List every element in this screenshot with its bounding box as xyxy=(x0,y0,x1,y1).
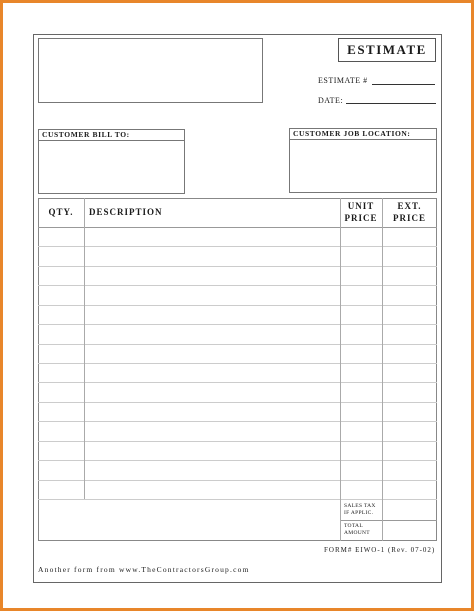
header-unit-price-line1: UNIT xyxy=(347,201,375,211)
total-amount-label-line2: AMOUNT xyxy=(344,530,370,536)
total-amount-label-line1: TOTAL xyxy=(344,523,363,529)
job-location-label: CUSTOMER JOB LOCATION: xyxy=(289,128,437,140)
bill-to-field[interactable] xyxy=(38,140,185,194)
header-divider xyxy=(38,227,437,228)
row-divider xyxy=(38,305,437,306)
row-divider xyxy=(38,266,437,267)
row-divider xyxy=(38,324,437,325)
row-divider xyxy=(38,421,437,422)
header-qty: QTY. xyxy=(48,207,74,217)
row-divider xyxy=(38,246,437,247)
column-divider-qty xyxy=(84,198,85,499)
company-logo-box[interactable] xyxy=(38,38,263,103)
estimate-number-label: ESTIMATE # xyxy=(318,76,368,85)
column-divider-description xyxy=(340,198,341,541)
totals-divider xyxy=(340,520,437,521)
sales-tax-label-line1: SALES TAX xyxy=(344,503,376,509)
row-divider xyxy=(38,460,437,461)
header-description: DESCRIPTION xyxy=(89,207,163,217)
header-ext-price-line2: PRICE xyxy=(392,213,426,223)
row-divider xyxy=(38,480,437,481)
row-divider xyxy=(38,499,437,500)
job-location-field[interactable] xyxy=(289,139,437,193)
row-divider xyxy=(38,344,437,345)
footer-credit: Another form from www.TheContractorsGroup.com xyxy=(38,565,250,574)
row-divider xyxy=(38,285,437,286)
date-label: DATE: xyxy=(318,96,344,105)
header-ext-price-line1: EXT. xyxy=(397,201,422,211)
column-divider-unit-price xyxy=(382,198,383,541)
date-field[interactable] xyxy=(346,103,436,104)
form-number: FORM# EIWO-1 (Rev. 07-02) xyxy=(324,546,436,554)
estimate-number-field[interactable] xyxy=(372,84,435,85)
estimate-title: ESTIMATE xyxy=(338,38,436,62)
row-divider xyxy=(38,402,437,403)
header-unit-price-line2: PRICE xyxy=(344,213,378,223)
row-divider xyxy=(38,441,437,442)
bill-to-label: CUSTOMER BILL TO: xyxy=(38,129,185,141)
row-divider xyxy=(38,363,437,364)
line-items-table xyxy=(38,198,437,541)
row-divider xyxy=(38,382,437,383)
sales-tax-label-line2: IF APPLIC. xyxy=(344,510,374,516)
